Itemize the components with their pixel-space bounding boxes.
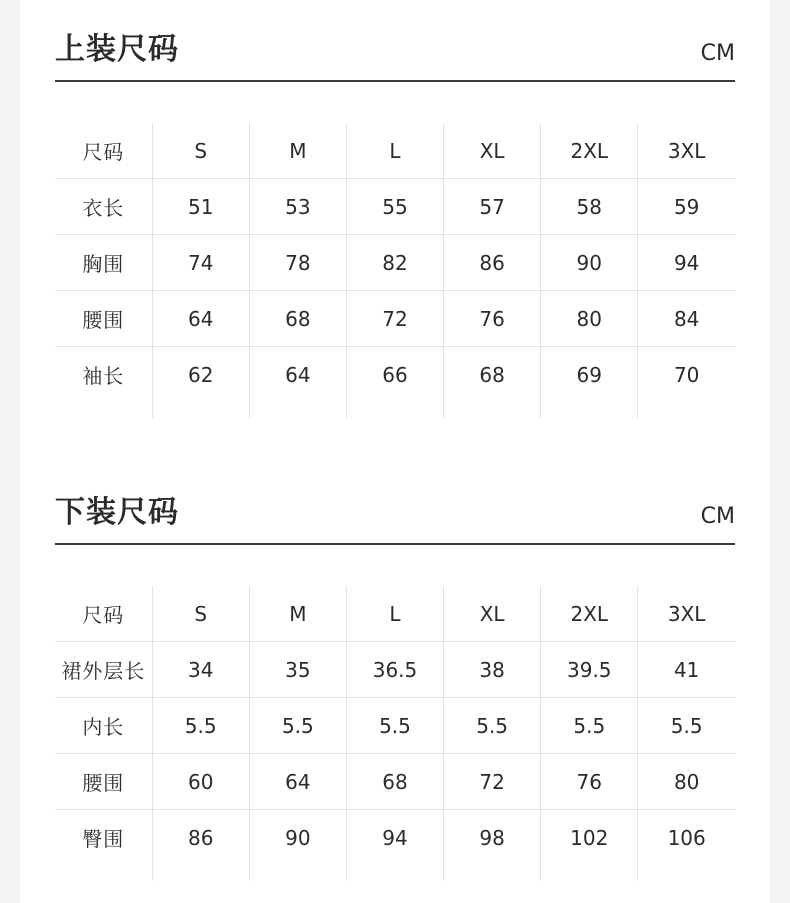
header-size-cell: 3XL [638,123,735,179]
value-cell: 64 [249,754,346,810]
row-label-cell: 内长 [55,698,152,754]
value-cell: 86 [152,810,249,866]
padding-cell [249,865,346,881]
value-cell: 38 [444,642,541,698]
table-bottom-padding [55,865,735,881]
padding-cell [55,865,152,881]
row-label-cell: 腰围 [55,291,152,347]
value-cell: 74 [152,235,249,291]
table-row [55,642,735,698]
header-size-cell: 3XL [638,586,735,642]
value-cell: 66 [346,347,443,403]
padding-cell [444,402,541,418]
table-row [55,810,735,866]
bottoms-unit-label: CM [700,504,735,529]
padding-cell [55,402,152,418]
row-label-cell: 衣长 [55,179,152,235]
value-cell: 5.5 [541,698,638,754]
value-cell: 58 [541,179,638,235]
padding-cell [249,402,346,418]
tops-unit-label: CM [700,41,735,66]
value-cell: 53 [249,179,346,235]
value-cell: 5.5 [346,698,443,754]
header-size-cell: XL [444,586,541,642]
value-cell: 64 [249,347,346,403]
value-cell: 68 [346,754,443,810]
header-size-cell: L [346,586,443,642]
header-size-cell: 2XL [541,586,638,642]
padding-cell [541,402,638,418]
header-size-cell: XL [444,123,541,179]
value-cell: 5.5 [152,698,249,754]
header-size-cell: M [249,586,346,642]
value-cell: 68 [444,347,541,403]
padding-cell [152,402,249,418]
value-cell: 72 [346,291,443,347]
padding-cell [346,865,443,881]
table-row [55,235,735,291]
value-cell: 55 [346,179,443,235]
value-cell: 94 [638,235,735,291]
value-cell: 60 [152,754,249,810]
tops-section-title: 上装尺码 [55,32,179,67]
padding-cell [152,865,249,881]
value-cell: 76 [444,291,541,347]
tops-size-table [55,123,735,418]
header-size-cell: S [152,123,249,179]
padding-cell [346,402,443,418]
value-cell: 34 [152,642,249,698]
value-cell: 5.5 [638,698,735,754]
value-cell: 62 [152,347,249,403]
bottoms-size-table [55,586,735,881]
table-row [55,179,735,235]
row-label-cell: 裙外层长 [55,642,152,698]
table-bottom-padding [55,402,735,418]
row-label-cell: 腰围 [55,754,152,810]
value-cell: 70 [638,347,735,403]
value-cell: 86 [444,235,541,291]
value-cell: 72 [444,754,541,810]
value-cell: 106 [638,810,735,866]
value-cell: 102 [541,810,638,866]
tops-section-header [55,30,735,82]
padding-cell [444,865,541,881]
header-size-cell: L [346,123,443,179]
value-cell: 35 [249,642,346,698]
value-cell: 84 [638,291,735,347]
value-cell: 80 [541,291,638,347]
header-size-cell: M [249,123,346,179]
header-size-cell: S [152,586,249,642]
header-label-cell: 尺码 [55,586,152,642]
value-cell: 36.5 [346,642,443,698]
value-cell: 80 [638,754,735,810]
bottoms-section-title: 下装尺码 [55,495,179,530]
value-cell: 51 [152,179,249,235]
value-cell: 94 [346,810,443,866]
value-cell: 41 [638,642,735,698]
row-label-cell: 袖长 [82,364,125,388]
value-cell: 98 [444,810,541,866]
padding-cell [638,402,735,418]
value-cell: 39.5 [541,642,638,698]
table-header-row [55,586,735,642]
table-header-row [55,123,735,179]
bottoms-section-header [55,493,735,545]
value-cell: 5.5 [249,698,346,754]
value-cell: 5.5 [444,698,541,754]
table-row [55,347,735,403]
value-cell: 78 [249,235,346,291]
value-cell: 76 [541,754,638,810]
row-label-cell: 臀围 [82,827,125,851]
header-label-cell: 尺码 [55,123,152,179]
row-label-cell: 胸围 [55,235,152,291]
header-size-cell: 2XL [541,123,638,179]
padding-cell [541,865,638,881]
value-cell: 90 [541,235,638,291]
size-chart-page [20,0,770,903]
bottoms-size-section [55,493,735,851]
value-cell: 69 [541,347,638,403]
padding-cell [638,865,735,881]
table-row [55,754,735,810]
table-row [55,291,735,347]
value-cell: 82 [346,235,443,291]
tops-size-section [55,30,735,388]
table-row [55,698,735,754]
value-cell: 57 [444,179,541,235]
value-cell: 90 [249,810,346,866]
value-cell: 68 [249,291,346,347]
value-cell: 59 [638,179,735,235]
value-cell: 64 [152,291,249,347]
